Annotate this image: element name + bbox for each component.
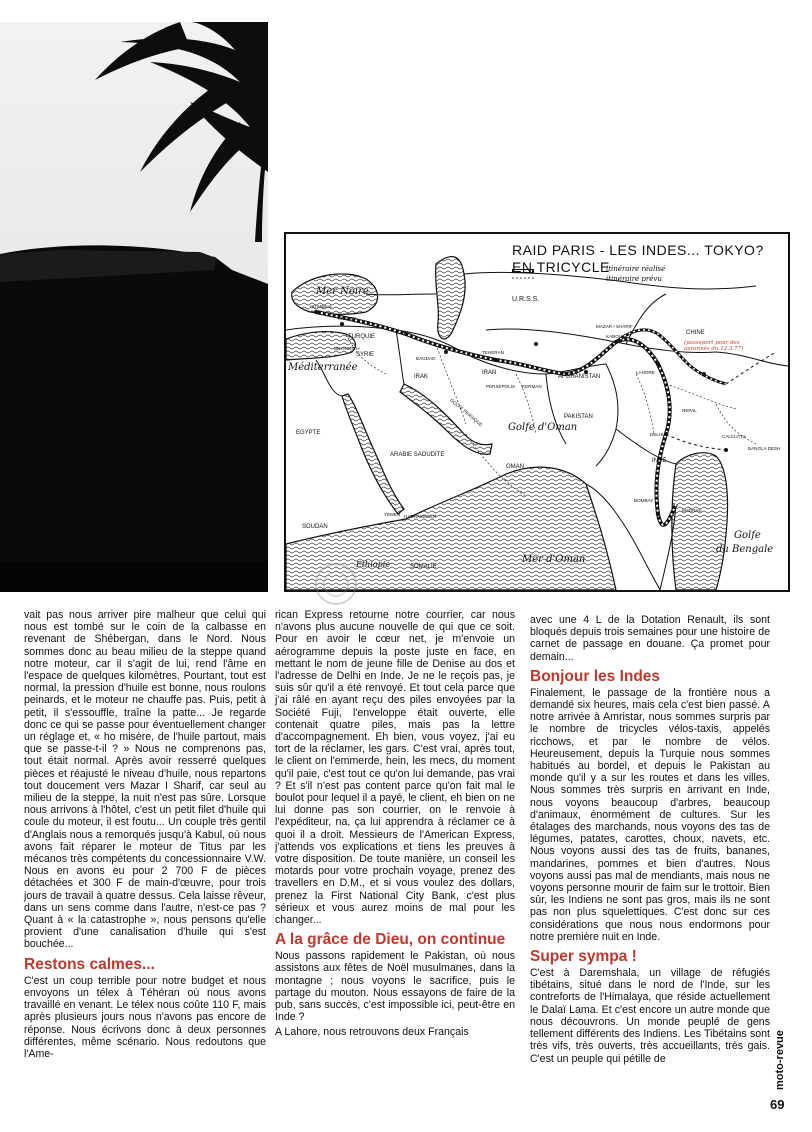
heading-restons-calmes: Restons calmes... xyxy=(24,955,155,973)
map-title-line2: EN TRICYCLE xyxy=(512,259,610,275)
label-inde: INDE xyxy=(652,458,667,464)
watermark-stamp xyxy=(307,560,365,608)
label-beyrouth: BEYROUTH xyxy=(334,346,360,351)
article-column-1 xyxy=(24,609,266,1062)
label-ankara: ANKARA xyxy=(338,316,357,321)
label-golfe-oman: Golfe d'Oman xyxy=(508,422,578,433)
label-mer-oman: Mer d'Oman xyxy=(522,554,586,565)
label-nepal: NEPAL xyxy=(682,408,697,413)
article-column-3 xyxy=(530,614,770,1067)
label-afghanistan: AFGHANISTAN xyxy=(558,374,601,380)
heading-super-sympa: Super sympa ! xyxy=(530,948,637,966)
label-hadramaout: HADRAMAOUT xyxy=(404,514,437,519)
label-ethiopie: Ethiopie xyxy=(356,560,390,569)
col2-paragraph-2: Nous passons rapidement le Pakistan, où nous assistons aux fêtes de Noël musulmanes, dans la montagne ; nous voyons le sacrifice, puis le partage du mouton. Nous essayons de faire de la pub, sans succès, c'est impossible ici, peut-être en Inde ? xyxy=(275,950,515,1024)
label-mer-noire: Mer Noire xyxy=(316,286,369,297)
label-soudan: SOUDAN xyxy=(302,524,328,530)
article-column-2 xyxy=(275,609,515,1040)
label-golfe-bengale-1: Golfe xyxy=(734,530,761,541)
col2-paragraph-3: A Lahore, nous retrouvons deux Français xyxy=(275,1025,469,1038)
label-syrie: SYRIE xyxy=(356,352,375,358)
label-iran: IRAN xyxy=(482,370,497,376)
legend-route-done: itinéraire réalisé xyxy=(606,265,666,273)
col1-paragraph-2: C'est un coup terrible pour notre budget et nous envoyons un télex à Téhéran où nous avons travaillé en venant. Le télex nous coûte 110 F, mais après plusieurs jours nous n'avons pas encore de réponse. Nous écrivons donc à deux personnes différentes, même scénario. Nous redoutons que l'Ame- xyxy=(24,974,266,1060)
label-mazar: MAZAR I SHARIF xyxy=(596,324,633,329)
label-bombay: BOMBAY xyxy=(634,498,654,503)
label-urss: U.R.S.S. xyxy=(512,296,540,303)
photo-palm-silhouette xyxy=(0,22,268,592)
label-turquie: TURQUIE xyxy=(348,334,375,340)
label-golfe-persique: GOLFE PERSIQUE xyxy=(449,397,484,428)
label-calcutta: CALCUTTA xyxy=(722,434,746,439)
label-kerman: KERMAN xyxy=(522,384,542,389)
label-istanbul: ISTANBUL xyxy=(310,304,333,309)
label-delhi: DELHI xyxy=(650,432,664,437)
col3-paragraph-3: C'est à Daremshala, un village de réfugiés tibétains, situé dans le nord de l'Inde, sur les contreforts de l'Himalaya, que réside actuellement le Dalaï Lama. Et c'est encore un autre monde que nous découvrons. Un monde peuplé de gens tellement différents des Indiens. Les Tibétains sont très vifs, très ouverts, très accueillants, très gais. C'est un peuple qui pétille de xyxy=(530,967,770,1065)
label-madras: MADRAS xyxy=(682,508,702,513)
label-arabie: ARABIE SAOUDITE xyxy=(390,452,445,458)
label-yemen: YEMEN xyxy=(384,512,401,517)
heading-a-la-grace-de-dieu: A la grâce de Dieu, on continue xyxy=(275,931,506,949)
label-chine: CHINE xyxy=(686,330,705,336)
label-teheran: TEHERAN xyxy=(482,350,504,355)
col3-paragraph-1: avec une 4 L de la Dotation Renault, ils sont bloqués depuis trois semaines pour une histoire de carnet de passage en douane. Ça promet pour demain... xyxy=(530,614,770,663)
magazine-name: moto-revue xyxy=(774,1030,786,1090)
label-pakistan: PAKISTAN xyxy=(564,414,593,420)
label-bangladesh: BANGLA DESH xyxy=(748,446,781,451)
col2-paragraph-1: rican Express retourne notre courrier, car nous n'avons plus aucune nouvelle de qui que ce soit. Pour en avoir le cœur net, je m'envoie un aérogramme depuis la poste juste en face, en mettant le nom de jeune fille de Denise au dos et l'adresse de Delhi en Inde. Je ne le reçois pas, je suis sûr qu'il a été renvoyé. Et tout cela parce que j'ai râlé en ayant reçu des piles envoyées par la Société Fuji, l'enveloppe était ouverte, elle contenait quatre piles, mais pas la lettre d'accompagnement. Eh bien, vous voyez, j'ai eu tort de la réclamer, les gars. C'est vrai, après tout, le client on l'emmerde, hein, les mecs, du moment qu'il paie, c'est tout ce qu'on lui demande, pas vrai ? Et s'il n'est pas content parce qu'on fait mal le boulot pour lequel il a payé, le client, eh bien on ne lui donne pas son courrier, on le renvoie à l'expéditeur, na, ça lui apprendra à réclamer ce à quoi il a droit. Messieurs de l'American Express, j'attends vos explications et tiens les preuves à votre disposition. De toute manière, un conseil les motards pour votre prochain voyage, prenez des travellers en D.M., et si vous voulez des dollars, prenez la First National City Bank, c'est plus sérieux et vous aurez moins de mal pour les changer... xyxy=(275,609,515,927)
col3-paragraph-2: Finalement, le passage de la frontière nous a demandé six heures, mais cela c'est bien passé. A notre arrivée à Amristar, nous sommes surpris par le nombre de tricycles vélos-taxis, appelés ricchows, et par le nombre de vélos. Heureusement, depuis la Turquie nous sommes habitués au bordel, et depuis le Pakistan au monde qu'il y a sur les routes et dans les villes. Nous sommes très surpris en arrivant en Inde, nous voyons beaucoup d'arbres, beaucoup d'animaux, énormément de cultures. Sur les étalages des marchands, nous voyons des tas de légumes, patates, carottes, choux, navets, etc. Nous voyons aussi des tas de fruits, bananes, mandarines, pommes et bien d'autres. Nous voyons aussi pas mal de mendiants, mais nous ne voyons personne mourir de faim sur le trottoir. Bien sûr, les Indiens ne sont pas gros, mais ils ne sont pas non plus squelettiques. C'est donc sur ces considérations que nous nous endormons pour notre première nuit en Inde. xyxy=(530,686,770,943)
label-chine-note: (passeport pour des autorisés du 12.3.77) xyxy=(684,340,744,353)
label-egypte: EGYPTE xyxy=(296,430,321,436)
label-kaboul: KABOUL xyxy=(606,334,625,339)
label-golfe-bengale-2: du Bengale xyxy=(716,544,774,555)
label-somalie: SOMALIE xyxy=(410,564,437,570)
col1-paragraph-1: vait pas nous arriver pire malheur que celui qui nous est tombé sur le coin de la calbasse en revenant de Shébergan, dans le Nord. Nous sommes donc au beau milieu de la steppe quand notre moteur, car il s'agit de lui, rend l'âme en l'espace de quelques kilomètres. Pourtant, tout est normal, la pression d'huile est bonne, nous roulons peinards, et le moteur ne chauffe pas. Puis, petit à petit, il s'essouffle, traîne la patte... Je regarde donc ce qui se passe pour éventuellement changer un réglage et, « ho misère, de l'huile partout, mais que se passe-t-il ? » Nous ne comprenons pas, tout était normal. Après avoir resserré quelques pièces et réajusté le niveau d'huile, nous repartons tout doucement vers Mazar I Sharif, car seul au milieu de la steppe, la nuit n'est pas sûre. Lorsque nous arrivons à l'hôtel, c'est un petit filet d'huile qui coule du moteur, il est foutu... Un couple très gentil d'Anglais nous a remorqués jusqu'à Kabul, où nous avons fait réparer le moteur de Titus par les mécanos très compétents du concessionnaire V.W. Nous en avons eu pour 2 700 F de pièces détachées et 300 F de main-d'œuvre, pour trois jours de travail à quatre dessus. Cela laisse rêveur, dans un sens comme dans l'autre, n'est-ce pas ? Quant à « la catastrophe », nous pensons qu'elle provient d'une canalisation d'huile qui s'est bouchée... xyxy=(24,609,266,951)
label-lahore: LAHORE xyxy=(636,370,655,375)
label-persepolis: PERSEPOLIS xyxy=(486,384,516,389)
label-oman: OMAN xyxy=(506,464,524,470)
route-map xyxy=(284,232,790,592)
label-bagdad: BAGDAD xyxy=(416,356,436,361)
label-irak: IRAK xyxy=(414,374,429,380)
legend-route-planned: itinéraire prévu xyxy=(606,275,662,283)
heading-bonjour-les-indes: Bonjour les Indes xyxy=(530,667,661,685)
map-title-line1: RAID PARIS - LES INDES... TOKYO? xyxy=(512,242,764,258)
page-number: 69 xyxy=(770,1097,785,1112)
label-mediterranee: Méditerranée xyxy=(288,362,358,373)
